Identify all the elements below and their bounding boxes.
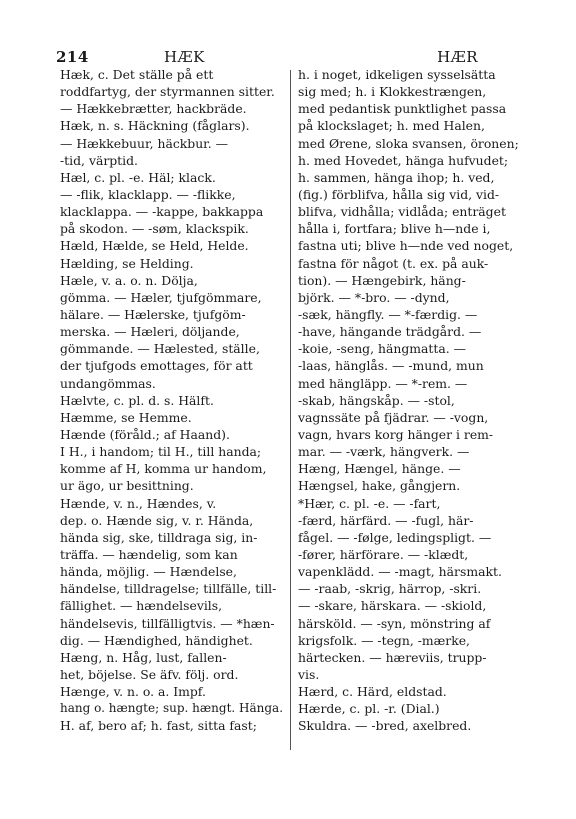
- text-line: Hæk, c. Det ställe på ett: [60, 67, 214, 82]
- text-line: Hæld, Hælde, se Held, Helde.: [60, 238, 249, 254]
- text-line: händelse, tilldragelse; tillfälle, till-: [60, 581, 277, 597]
- text-line: Hæmme, se Hemme.: [60, 409, 192, 425]
- text-line: der tjufgods emottages, för att: [60, 358, 253, 374]
- text-line: på klockslaget; h. med Halen,: [298, 118, 485, 134]
- text-line: med pedantisk punktlighet passa: [298, 101, 507, 117]
- text-line: -tid, värptid.: [60, 152, 138, 168]
- text-line: H. af, bero af; h. fast, sitta fast;: [60, 718, 257, 734]
- right-guide-word: HÆR: [437, 48, 478, 66]
- text-line: härsköld. — -syn, mönstring af: [298, 615, 491, 631]
- page-number: 214: [56, 48, 89, 66]
- text-line: hålla i, fortfara; blive h—nde i,: [298, 221, 491, 237]
- text-line: gömma. — Hæler, tjufgömmare,: [60, 289, 262, 305]
- text-line: mar. — -værk, hängverk. —: [298, 444, 470, 460]
- text-line: -koie, -seng, hängmatta. —: [298, 341, 467, 357]
- text-line: -have, hängande trädgård. —: [298, 324, 482, 340]
- text-line: med hängläpp. — *-rem. —: [298, 375, 468, 391]
- text-line: fastna för något (t. ex. på auk-: [298, 255, 489, 271]
- page-header: [56, 48, 526, 68]
- text-line: gömmande. — Hælested, ställe,: [60, 341, 260, 357]
- text-line: — Hækkebuur, häckbur. —: [60, 135, 229, 151]
- text-line: Hæng, Hængel, hänge. —: [298, 461, 461, 477]
- left-column: [60, 66, 285, 734]
- text-line: klacklappa. — -kappe, bakkappa: [60, 204, 264, 220]
- text-line: — -skare, härskara. — -skiold,: [298, 598, 487, 614]
- text-line: Hælvte, c. pl. d. s. Hälft.: [60, 392, 214, 408]
- text-line: Hærd, c. Härd, eldstad.: [298, 684, 447, 700]
- text-line: vis.: [298, 666, 320, 682]
- left-guide-word: HÆK: [164, 48, 205, 66]
- text-line: härtecken. — hæreviis, trupp-: [298, 649, 487, 665]
- text-line: — -flik, klacklapp. — -flikke,: [60, 186, 236, 202]
- text-line: het, böjelse. Se äfv. följ. ord.: [60, 666, 239, 682]
- text-line: *Hær, c. pl. -e. — -fart,: [298, 495, 441, 511]
- text-line: vagnssäte på fjädrar. — -vogn,: [298, 409, 489, 425]
- text-line: blifva, vidhålla; vidlåda; enträget: [298, 204, 506, 220]
- text-line: Hænge, v. n. o. a. Impf.: [60, 684, 206, 700]
- text-line: hända, möjlig. — Hændelse,: [60, 564, 237, 580]
- text-line: vagn, hvars korg hänger i rem-: [298, 426, 494, 442]
- text-line: vapenklädd. — -magt, härsmakt.: [298, 564, 502, 580]
- text-line: Hængsel, hake, gångjern.: [298, 478, 461, 494]
- text-line: — -raab, -skrig, härrop, -skri.: [298, 581, 482, 597]
- text-line: Hænde, v. n., Hændes, v.: [60, 495, 217, 511]
- text-line: — Hækkebrætter, hackbräde.: [60, 101, 247, 117]
- text-line: roddfartyg, der styrmannen sitter.: [60, 84, 275, 100]
- text-line: undangömmas.: [60, 375, 156, 391]
- text-line: -fører, härförare. — -klædt,: [298, 546, 469, 562]
- text-line: krigsfolk. — -tegn, -mærke,: [298, 632, 470, 648]
- text-line: hända sig, ske, tilldraga sig, in-: [60, 529, 258, 545]
- text-line: händelsevis, tillfälligtvis. — *hæn-: [60, 615, 275, 631]
- text-line: I H., i handom; til H., till handa;: [60, 444, 262, 460]
- text-line: Hælding, se Helding.: [60, 255, 194, 271]
- text-line: ur ägo, ur besittning.: [60, 478, 194, 494]
- text-line: merska. — Hæleri, döljande,: [60, 324, 240, 340]
- text-line: på skodon. — -søm, klackspik.: [60, 221, 249, 237]
- text-line: med Ørene, sloka svansen, öronen;: [298, 135, 519, 151]
- text-line: hang o. hængte; sup. hængt. Hänga.: [60, 701, 284, 716]
- text-line: h. sammen, hänga ihop; h. ved,: [298, 169, 495, 185]
- text-line: Hæk, n. s. Häckning (fåglars).: [60, 118, 250, 134]
- text-line: sig med; h. i Klokkestrængen,: [298, 84, 487, 100]
- column-divider: [290, 70, 291, 750]
- text-line: Hæng, n. Håg, lust, fallen-: [60, 649, 227, 665]
- text-line: fastna uti; blive h—nde ved noget,: [298, 238, 514, 254]
- text-line: Hærde, c. pl. -r. (Dial.): [298, 701, 440, 717]
- text-line: -færd, härfärd. — -fugl, här-: [298, 512, 474, 528]
- text-line: -laas, hänglås. — -mund, mun: [298, 358, 484, 374]
- text-line: björk. — *-bro. — -dynd,: [298, 289, 450, 305]
- text-line: komme af H, komma ur handom,: [60, 461, 267, 477]
- text-line: tion). — Hængebirk, häng-: [298, 272, 466, 288]
- text-line: h. i noget, idkeligen sysselsätta: [298, 67, 496, 82]
- text-line: fällighet. — hændelsevils,: [60, 598, 223, 614]
- text-line: (fig.) förblifva, hålla sig vid, vid-: [298, 186, 500, 202]
- text-line: Skuldra. — -bred, axelbred.: [298, 718, 472, 734]
- text-line: dig. — Hændighed, händighet.: [60, 632, 253, 648]
- text-line: Hæl, c. pl. -e. Häl; klack.: [60, 169, 216, 185]
- text-line: fågel. — -følge, ledingspligt. —: [298, 529, 492, 545]
- right-column: [298, 66, 538, 734]
- text-line: -skab, hängskåp. — -stol,: [298, 392, 455, 408]
- text-line: dep. o. Hænde sig, v. r. Hända,: [60, 512, 254, 528]
- text-line: h. med Hovedet, hänga hufvudet;: [298, 152, 509, 168]
- text-line: träffa. — hændelig, som kan: [60, 546, 238, 562]
- text-line: Hænde (föråld.; af Haand).: [60, 426, 230, 442]
- text-line: Hæle, v. a. o. n. Dölja,: [60, 272, 198, 288]
- text-line: hälare. — Hælerske, tjufgöm-: [60, 306, 246, 322]
- text-line: -sæk, hängfly. — *-færdig. —: [298, 306, 478, 322]
